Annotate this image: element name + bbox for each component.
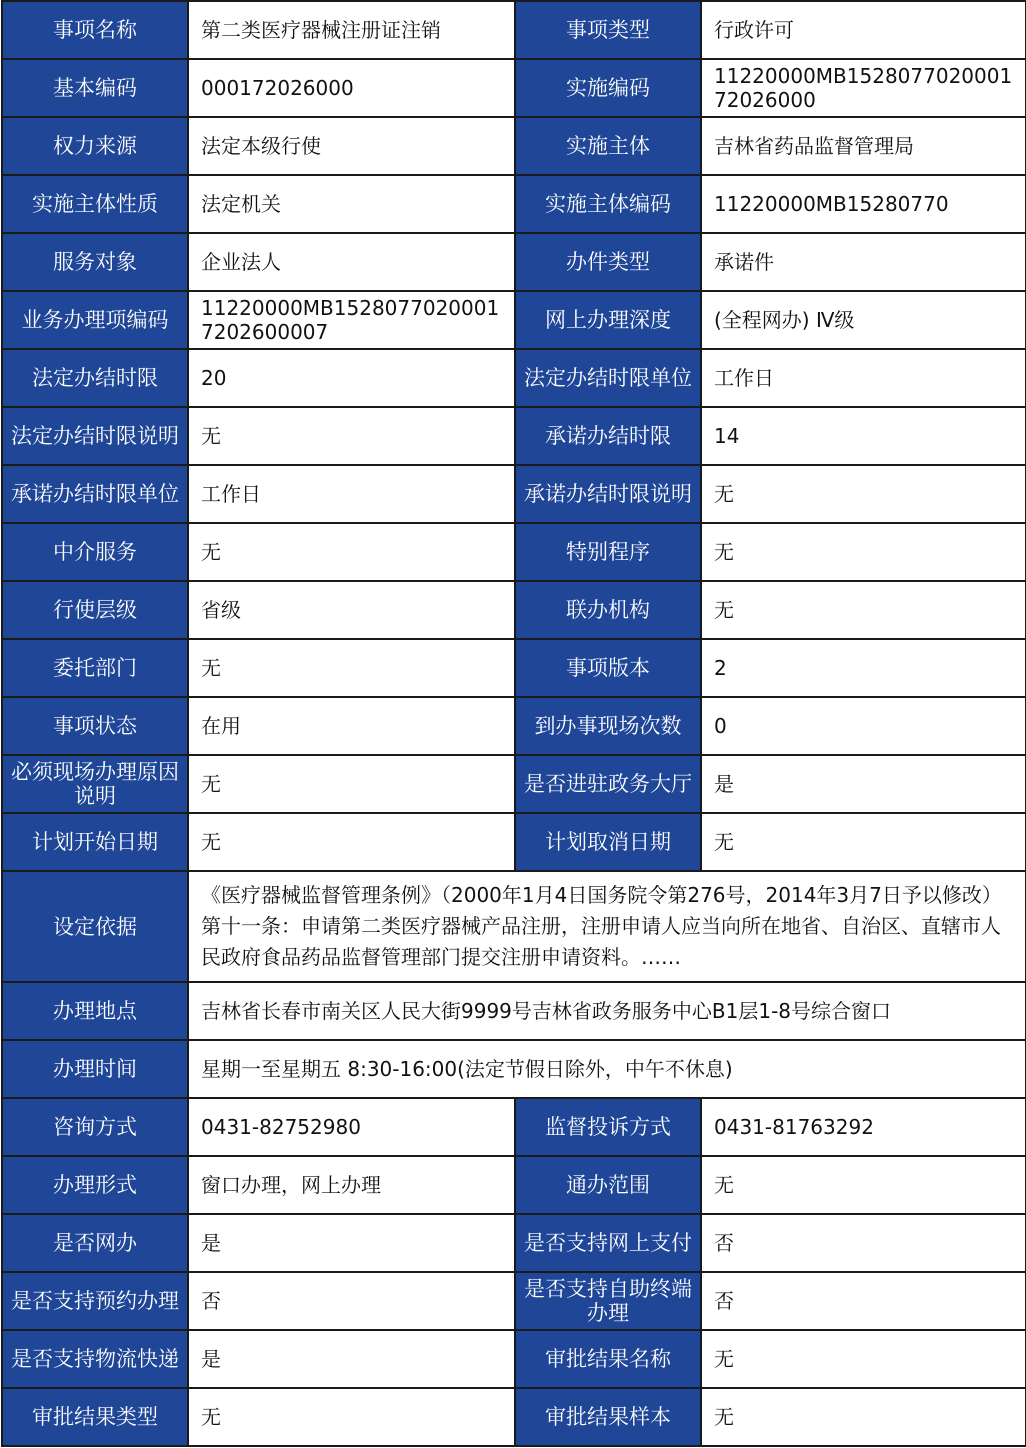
field-label: 行使层级	[2, 581, 188, 639]
item-info-table	[1, 0, 1026, 1447]
field-value: 无	[188, 639, 515, 697]
field-label: 是否进驻政务大厅	[515, 755, 701, 813]
table-row	[2, 1388, 1026, 1446]
table-row	[2, 581, 1026, 639]
field-label: 通办范围	[515, 1156, 701, 1214]
field-label: 事项类型	[515, 1, 701, 59]
field-value: 000172026000	[188, 59, 515, 117]
field-label: 审批结果样本	[515, 1388, 701, 1446]
hours-row	[2, 1040, 1026, 1098]
hours-label: 办理时间	[2, 1040, 188, 1098]
field-label: 承诺办结时限单位	[2, 465, 188, 523]
field-label: 是否支持物流快递	[2, 1330, 188, 1388]
field-value: 省级	[188, 581, 515, 639]
table-row	[2, 175, 1026, 233]
field-value: 企业法人	[188, 233, 515, 291]
field-value: 吉林省药品监督管理局	[701, 117, 1026, 175]
field-label: 中介服务	[2, 523, 188, 581]
field-label: 是否支持网上支付	[515, 1214, 701, 1272]
field-value: 窗口办理，网上办理	[188, 1156, 515, 1214]
field-value: 0431-81763292	[701, 1098, 1026, 1156]
field-value: 是	[701, 755, 1026, 813]
field-label: 法定办结时限	[2, 349, 188, 407]
field-value: 无	[701, 1388, 1026, 1446]
field-value: 是	[188, 1214, 515, 1272]
field-value: 11220000MB15280770200017202600007	[188, 291, 515, 349]
field-value: 否	[701, 1214, 1026, 1272]
field-value: 否	[701, 1272, 1026, 1330]
field-label: 审批结果类型	[2, 1388, 188, 1446]
table-row	[2, 1214, 1026, 1272]
field-label: 法定办结时限说明	[2, 407, 188, 465]
field-value: 工作日	[188, 465, 515, 523]
field-label: 是否支持自助终端办理	[515, 1272, 701, 1330]
field-value: 无	[701, 581, 1026, 639]
field-value: 第二类医疗器械注册证注销	[188, 1, 515, 59]
table-row	[2, 117, 1026, 175]
field-label: 事项版本	[515, 639, 701, 697]
field-value: 工作日	[701, 349, 1026, 407]
field-label: 业务办理项编码	[2, 291, 188, 349]
field-value: 行政许可	[701, 1, 1026, 59]
field-value: 在用	[188, 697, 515, 755]
location-row	[2, 982, 1026, 1040]
field-label: 基本编码	[2, 59, 188, 117]
table-row	[2, 523, 1026, 581]
field-value: 法定本级行使	[188, 117, 515, 175]
field-value: 无	[701, 1156, 1026, 1214]
legal-basis-row	[2, 871, 1026, 982]
field-value: 无	[188, 1388, 515, 1446]
field-label: 法定办结时限单位	[515, 349, 701, 407]
table-row	[2, 755, 1026, 813]
field-value: 11220000MB15280770	[701, 175, 1026, 233]
field-label: 委托部门	[2, 639, 188, 697]
table-row	[2, 349, 1026, 407]
field-label: 监督投诉方式	[515, 1098, 701, 1156]
field-value: 承诺件	[701, 233, 1026, 291]
table-row	[2, 1098, 1026, 1156]
table-row	[2, 233, 1026, 291]
field-label: 网上办理深度	[515, 291, 701, 349]
field-value: 是	[188, 1330, 515, 1388]
field-label: 咨询方式	[2, 1098, 188, 1156]
field-label: 实施主体编码	[515, 175, 701, 233]
legal-basis-value: 《医疗器械监督管理条例》（2000年1月4日国务院令第276号，2014年3月7日予以修改）第十一条：申请第二类医疗器械产品注册，注册申请人应当向所在地省、自治区、直辖市人民政府食品药品监督管理部门提交注册申请资料。……	[188, 871, 1026, 982]
field-label: 事项状态	[2, 697, 188, 755]
field-label: 实施主体	[515, 117, 701, 175]
field-label: 实施编码	[515, 59, 701, 117]
field-label: 是否网办	[2, 1214, 188, 1272]
field-label: 审批结果名称	[515, 1330, 701, 1388]
field-value: 无	[188, 523, 515, 581]
table-row	[2, 697, 1026, 755]
field-value: 无	[701, 1330, 1026, 1388]
field-value: 20	[188, 349, 515, 407]
field-value: 无	[188, 755, 515, 813]
field-label: 联办机构	[515, 581, 701, 639]
field-label: 实施主体性质	[2, 175, 188, 233]
field-value: 14	[701, 407, 1026, 465]
field-value: 0431-82752980	[188, 1098, 515, 1156]
field-label: 计划取消日期	[515, 813, 701, 871]
field-value: 无	[188, 407, 515, 465]
table-row	[2, 465, 1026, 523]
field-label: 计划开始日期	[2, 813, 188, 871]
field-label: 特别程序	[515, 523, 701, 581]
table-row	[2, 59, 1026, 117]
table-row	[2, 639, 1026, 697]
table-row	[2, 1, 1026, 59]
field-label: 是否支持预约办理	[2, 1272, 188, 1330]
field-value: 法定机关	[188, 175, 515, 233]
hours-value: 星期一至星期五 8:30-16:00(法定节假日除外，中午不休息)	[188, 1040, 1026, 1098]
field-value: 无	[701, 813, 1026, 871]
field-value: 无	[188, 813, 515, 871]
field-label: 事项名称	[2, 1, 188, 59]
field-label: 办件类型	[515, 233, 701, 291]
field-value: 否	[188, 1272, 515, 1330]
field-value: 11220000MB152807702000172026000	[701, 59, 1026, 117]
legal-basis-label: 设定依据	[2, 871, 188, 982]
field-value: 2	[701, 639, 1026, 697]
table-row	[2, 1330, 1026, 1388]
field-label: 承诺办结时限	[515, 407, 701, 465]
field-value: 0	[701, 697, 1026, 755]
table-row	[2, 813, 1026, 871]
field-label: 承诺办结时限说明	[515, 465, 701, 523]
field-value: 无	[701, 465, 1026, 523]
table-row	[2, 407, 1026, 465]
location-value: 吉林省长春市南关区人民大街9999号吉林省政务服务中心B1层1-8号综合窗口	[188, 982, 1026, 1040]
field-label: 服务对象	[2, 233, 188, 291]
field-label: 办理形式	[2, 1156, 188, 1214]
field-value: (全程网办) Ⅳ级	[701, 291, 1026, 349]
table-row	[2, 1156, 1026, 1214]
field-value: 无	[701, 523, 1026, 581]
field-label: 到办事现场次数	[515, 697, 701, 755]
field-label: 权力来源	[2, 117, 188, 175]
table-row	[2, 1272, 1026, 1330]
field-label: 必须现场办理原因说明	[2, 755, 188, 813]
table-row	[2, 291, 1026, 349]
location-label: 办理地点	[2, 982, 188, 1040]
